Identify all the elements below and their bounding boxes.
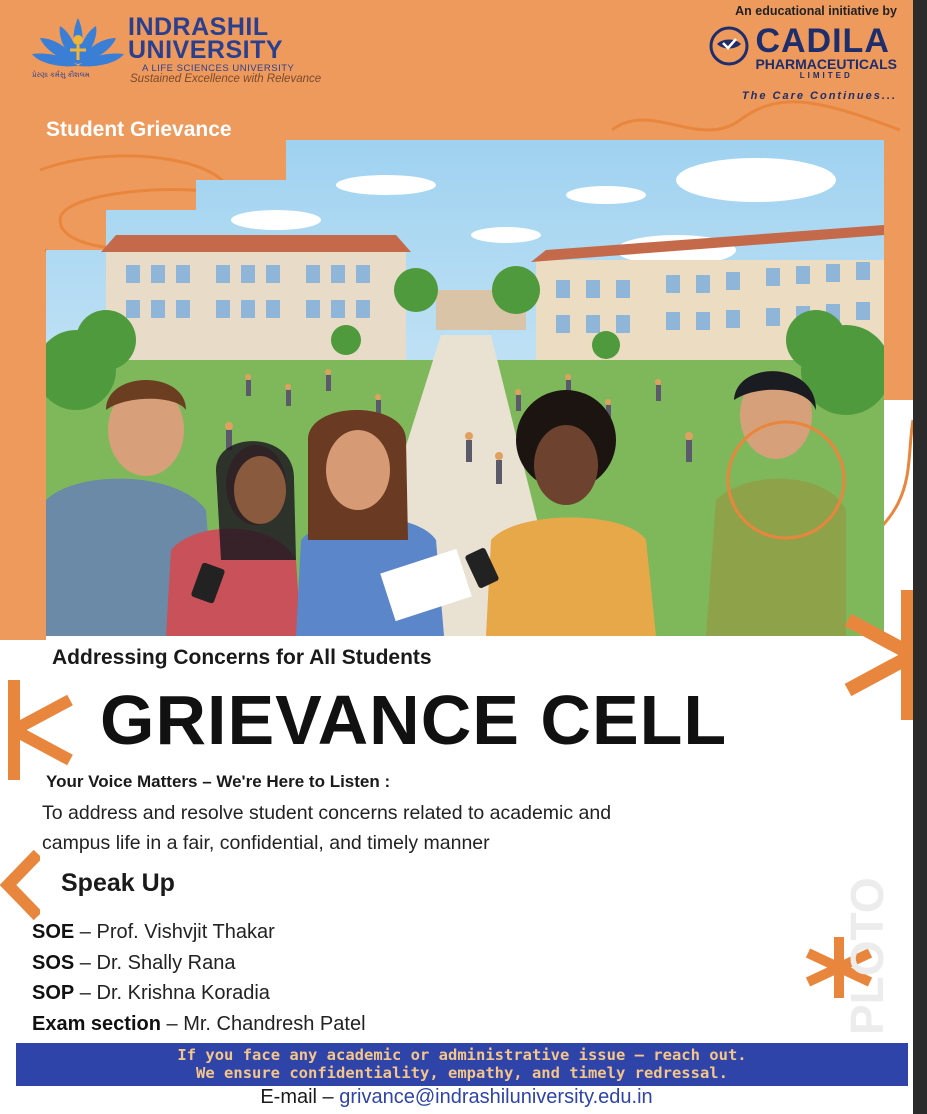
description-line2: campus life in a fair, confidential, and timely manner bbox=[42, 832, 490, 854]
company-tagline: The Care Continues... bbox=[741, 90, 897, 102]
page-title: Student Grievance bbox=[46, 118, 232, 141]
company-line2: PHARMACEUTICALS bbox=[755, 56, 897, 72]
description-line1: To address and resolve student concerns related to academic and bbox=[42, 802, 612, 824]
asterisk-decoration-right bbox=[838, 590, 913, 720]
speak-up-heading: Speak Up bbox=[61, 869, 175, 897]
banner-line1: If you face any academic or administrative issue – reach out. bbox=[177, 1046, 747, 1064]
contact-exam-section bbox=[32, 1009, 366, 1040]
lotus-icon bbox=[30, 14, 126, 80]
contact-section: SOE bbox=[32, 921, 75, 943]
contact-separator: – bbox=[160, 1012, 184, 1035]
university-tagline: Sustained Excellence with Relevance bbox=[130, 73, 322, 85]
email-label: E-mail – bbox=[260, 1086, 340, 1108]
indrashil-logo[interactable] bbox=[30, 14, 330, 86]
email-link[interactable]: grivance@indrashiluniversity.edu.in bbox=[339, 1086, 653, 1108]
company-line3: LIMITED bbox=[799, 71, 853, 80]
voice-heading: Your Voice Matters – We're Here to Listen : bbox=[46, 772, 391, 791]
university-subtitle: A LIFE SCIENCES UNIVERSITY bbox=[142, 63, 295, 74]
left-building bbox=[101, 235, 411, 360]
students-on-campus-illustration bbox=[46, 140, 884, 636]
contact-person: Prof. Vishvjit Thakar bbox=[96, 921, 275, 943]
description bbox=[42, 798, 822, 858]
lotus-caption: પ્રેરણા કર્મસુ કૌશલમ bbox=[32, 72, 90, 79]
contact-person: Dr. Shally Rana bbox=[96, 951, 236, 974]
contact-section: SOP bbox=[32, 982, 75, 1004]
info-banner bbox=[16, 1043, 908, 1086]
contact-section: Exam section bbox=[32, 1012, 161, 1035]
asterisk-decoration-left bbox=[0, 680, 75, 780]
university-name-line2: UNIVERSITY bbox=[128, 36, 284, 64]
cadila-logo[interactable] bbox=[697, 4, 897, 104]
contact-soe bbox=[32, 917, 366, 948]
university-name-line1: INDRASHIL bbox=[128, 13, 269, 41]
contact-sop bbox=[32, 978, 366, 1009]
contact-list bbox=[32, 917, 366, 1039]
contact-person: Mr. Chandresh Patel bbox=[183, 1012, 366, 1035]
contact-separator: – bbox=[74, 982, 97, 1004]
page-edge bbox=[913, 0, 927, 1114]
cadila-emblem-icon bbox=[709, 26, 749, 66]
contact-separator: – bbox=[74, 921, 97, 943]
contact-sos bbox=[32, 948, 366, 979]
initiative-text: An educational initiative by bbox=[735, 4, 897, 18]
contact-section: SOS bbox=[32, 951, 75, 974]
concerns-heading: Addressing Concerns for All Students bbox=[52, 646, 432, 669]
cadila-wordmark bbox=[709, 24, 897, 80]
contact-person: Dr. Krishna Koradia bbox=[96, 982, 270, 1004]
watermark-text bbox=[838, 870, 898, 1040]
email-footer bbox=[0, 1086, 913, 1109]
company-name: CADILA bbox=[755, 22, 890, 60]
banner-line2: We ensure confidentiality, empathy, and timely redressal. bbox=[196, 1064, 728, 1082]
grievance-cell-title: GRIEVANCE CELL bbox=[100, 681, 728, 759]
contact-separator: – bbox=[74, 951, 97, 974]
university-name bbox=[128, 13, 284, 64]
svg-text:PLOTO: PLOTO bbox=[841, 877, 893, 1035]
chevron-decoration-left bbox=[0, 850, 40, 920]
